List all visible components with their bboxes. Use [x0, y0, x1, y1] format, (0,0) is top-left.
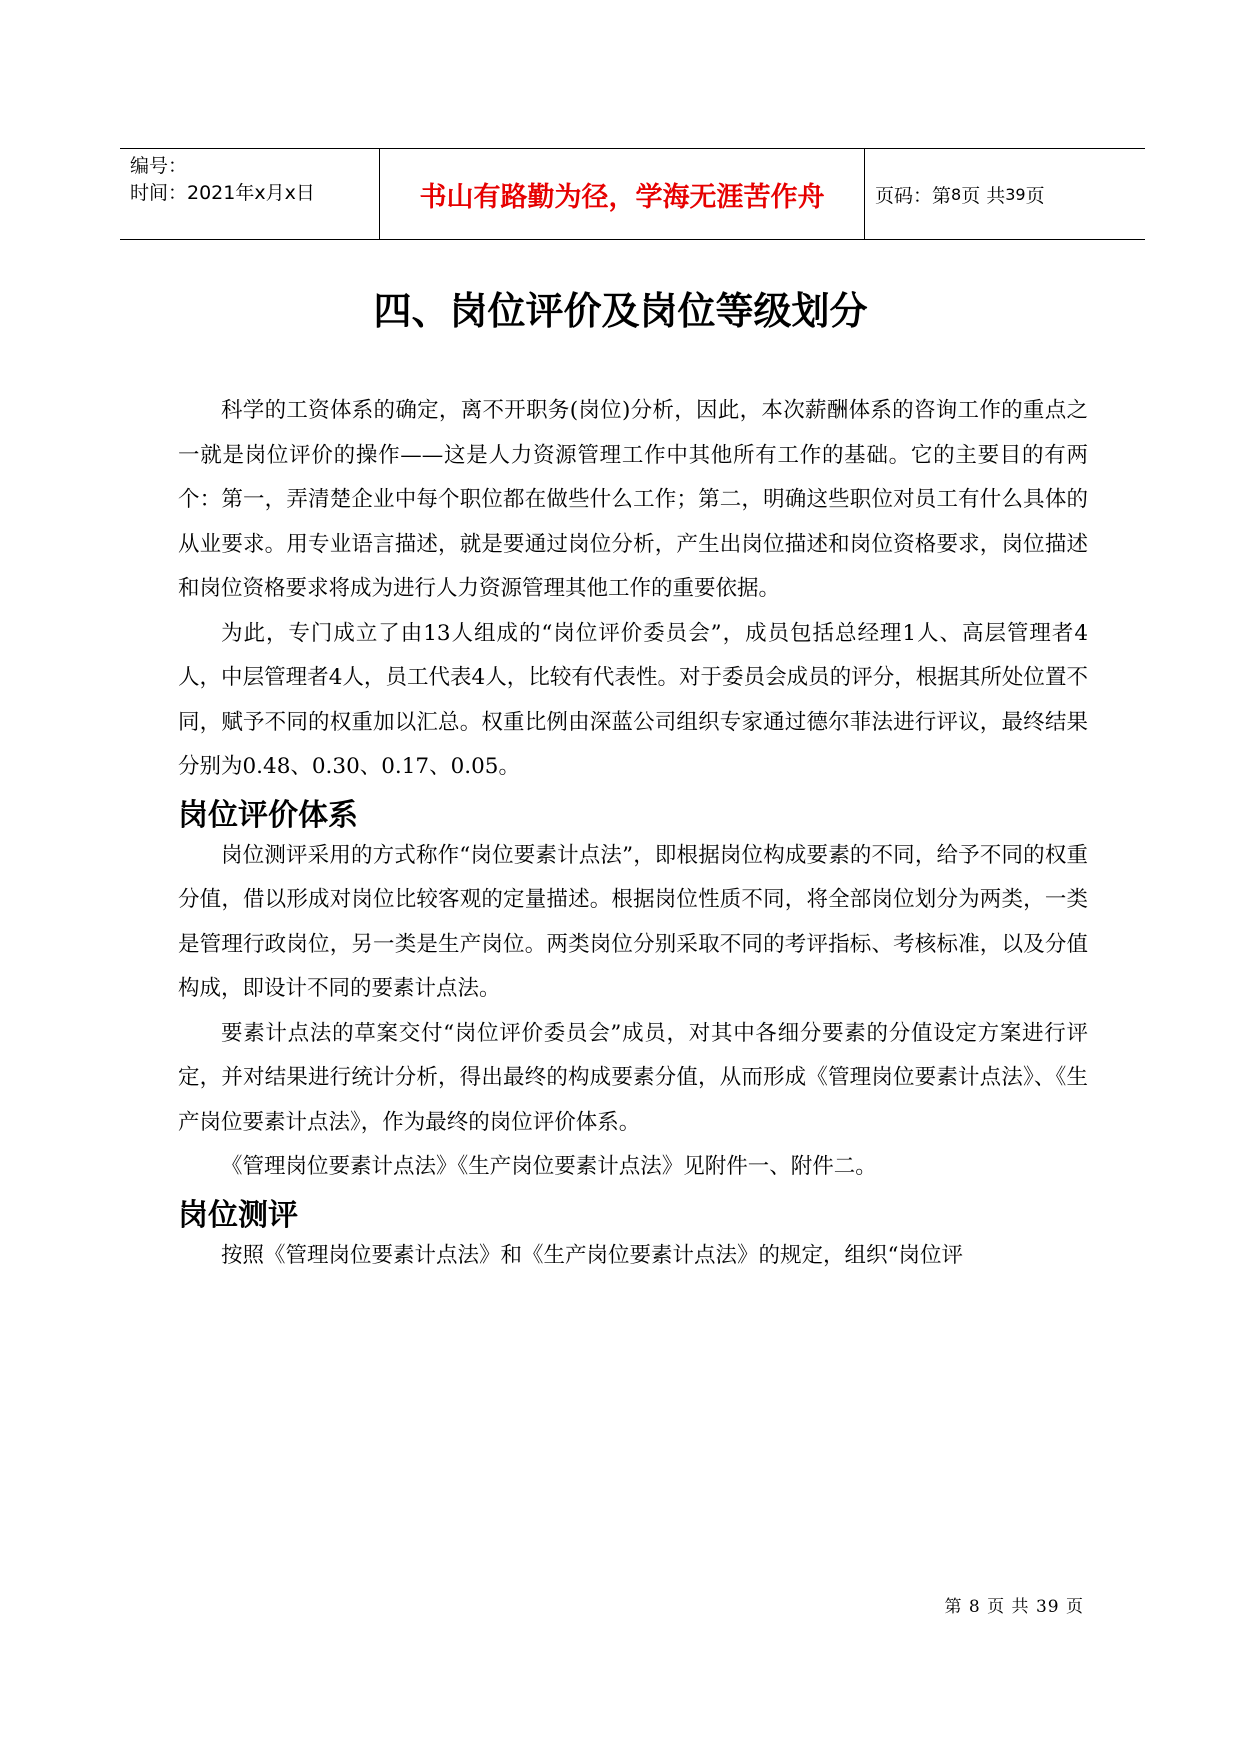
page-prefix: 页码：第 [875, 184, 952, 207]
intro-paragraph-1: 科学的工资体系的确定，离不开职务(岗位)分析，因此，本次薪酬体系的咨询工作的重点之一就是岗位评价的操作——这是人力资源管理工作中其他所有工作的基础。它的主要目的有两个：第一，弄清楚企业中每个职位都在做些什么工作；第二，明确这些职位对员工有什么具体的从业要求。用专业语言描述，就是要通过岗位分析，产生出岗位描述和岗位资格要求，岗位描述和岗位资格要求将成为进行人力资源管理其他工作的重要依据。 [178, 398, 1088, 601]
header-motto-cell [380, 149, 865, 239]
section1-paragraph-2: 要素计点法的草案交付“岗位评价委员会”成员，对其中各细分要素的分值设定方案进行评定，并对结果进行统计分析，得出最终的构成要素分值，从而形成《管理岗位要素计点法》、《生产岗位要素计点法》，作为最终的岗位评价体系。 [178, 1020, 1088, 1135]
page-title: 四、岗位评价及岗位等级划分 [373, 289, 868, 333]
serial-label: 编号： [130, 155, 188, 177]
motto-text: 书山有路勤为径，学海无涯苦作舟 [419, 181, 825, 213]
page-footer: 第 8 页 共 39 页 [944, 1597, 1084, 1617]
header-page-cell [865, 149, 1145, 239]
document-body [178, 389, 1088, 1278]
page-total: 39 [1005, 184, 1026, 204]
section1-paragraph-1: 岗位测评采用的方式称作“岗位要素计点法”，即根据岗位构成要素的不同，给予不同的权重分值，借以形成对岗位比较客观的定量描述。根据岗位性质不同，将全部岗位划分为两类，一类是管理行政岗位，另一类是生产岗位。两类岗位分别采取不同的考评指标、考核标准，以及分值构成，即设计不同的要素计点法。 [178, 842, 1088, 1001]
page-mid: 页 共 [961, 184, 1006, 207]
section1-paragraph-3: 《管理岗位要素计点法》《生产岗位要素计点法》见附件一、附件二。 [221, 1154, 877, 1179]
page-suffix: 页 [1025, 184, 1045, 207]
section2-paragraph-1: 按照《管理岗位要素计点法》和《生产岗位要素计点法》的规定，组织“岗位评 [221, 1242, 963, 1268]
header-table [120, 148, 1145, 240]
intro-paragraph-2: 为此，专门成立了由13人组成的“岗位评价委员会”，成员包括总经理1人、高层管理者4人，中层管理者4人，员工代表4人，比较有代表性。对于委员会成员的评分，根据其所处位置不同，赋予不同的权重加以汇总。权重比例由深蓝公司组织专家通过德尔菲法进行评议，最终结果分别为0.48、0.30、0.17、0.05。 [178, 620, 1088, 779]
section-heading-job-assessment: 岗位测评 [178, 1197, 298, 1233]
section-heading-evaluation-system: 岗位评价体系 [178, 797, 358, 833]
page-number: 8 [951, 184, 962, 204]
time-label: 时间：2021年x月x日 [130, 182, 315, 204]
header-meta-cell [120, 149, 380, 239]
